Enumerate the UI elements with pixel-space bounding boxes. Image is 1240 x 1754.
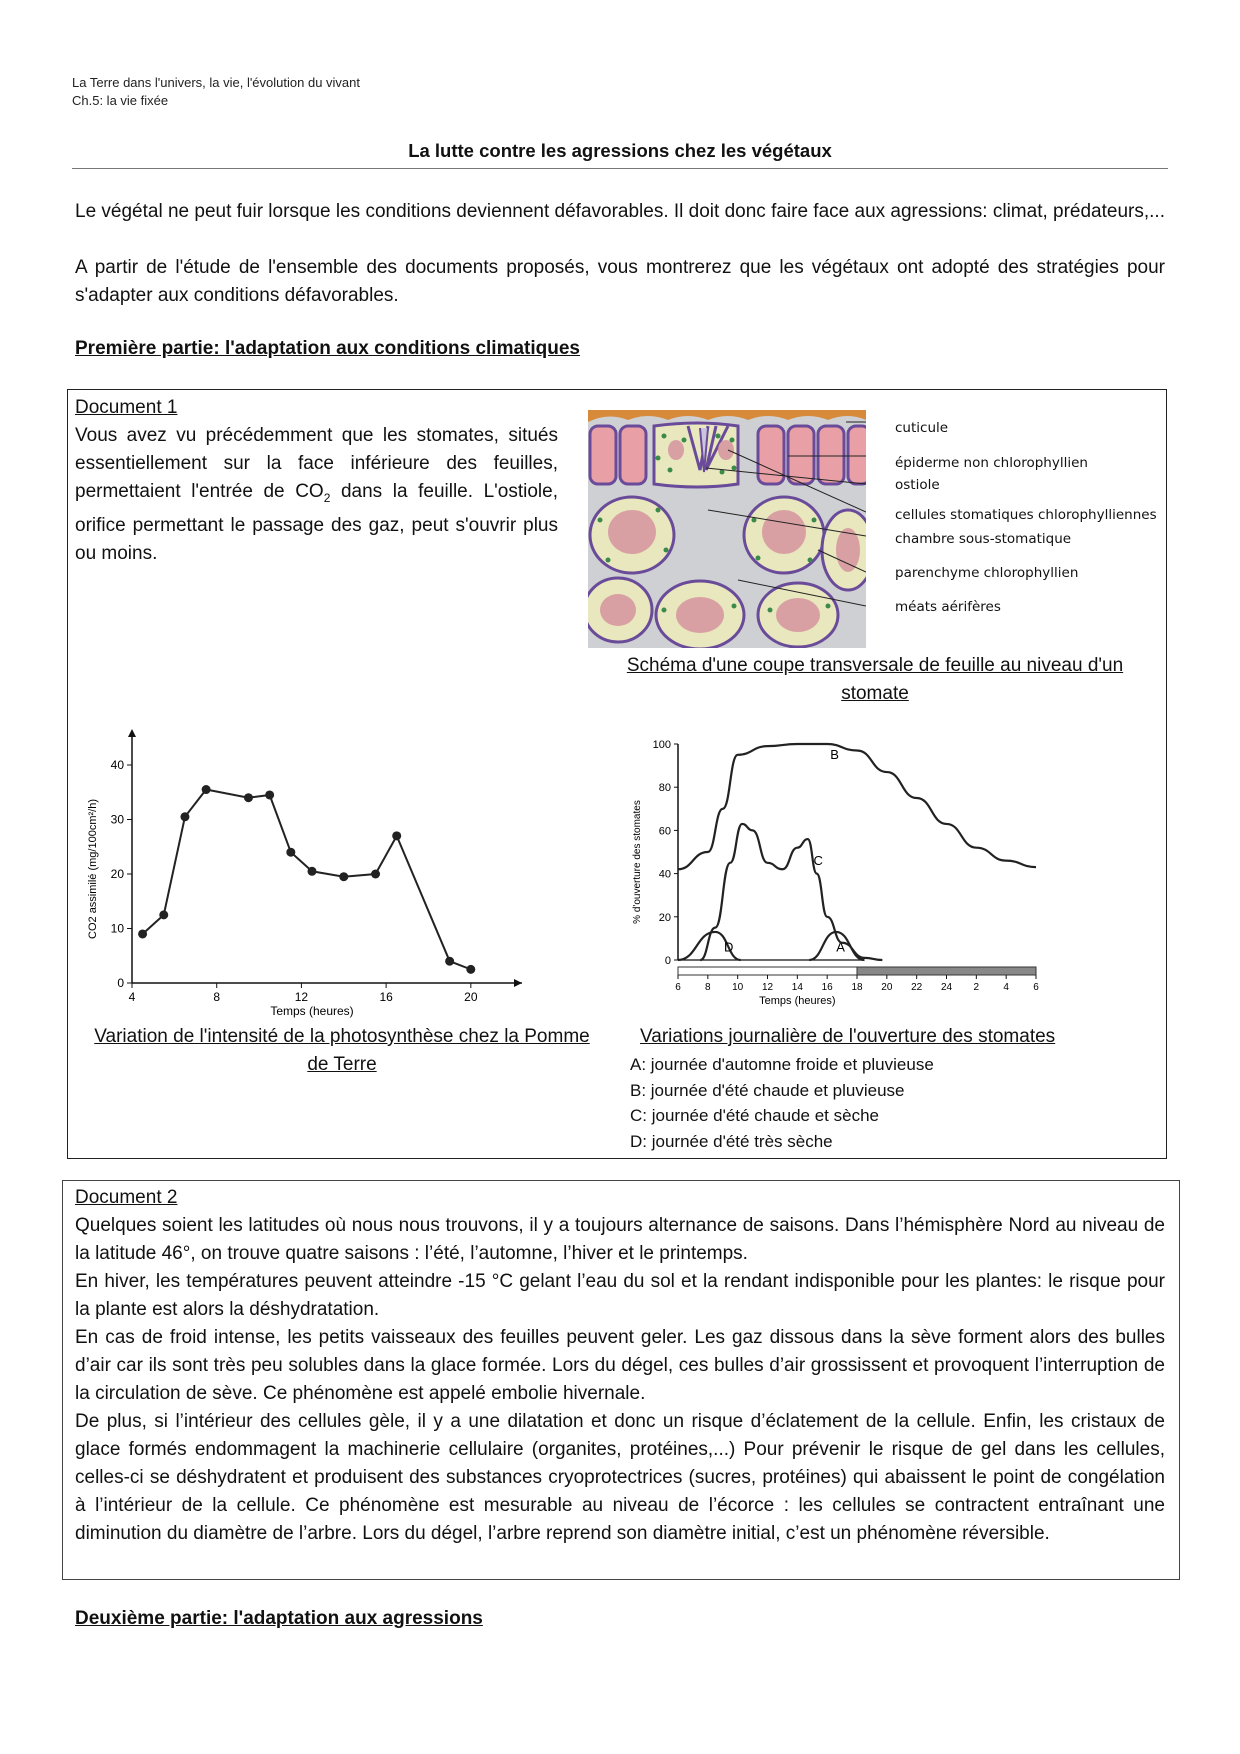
- x-axis-arrow: [514, 979, 522, 987]
- photosynthesis-chart: [80, 725, 540, 1025]
- part2-title: Deuxième partie: l'adaptation aux agressions: [75, 1608, 483, 1629]
- timebar-night: [857, 967, 1036, 975]
- y-tick-label: 0: [664, 955, 671, 967]
- chart2-caption: Variations journalière de l'ouverture des stomates: [640, 1026, 1056, 1047]
- data-point: [138, 929, 147, 938]
- y-axis-arrow: [128, 729, 136, 737]
- data-point: [286, 848, 295, 857]
- chart1-caption: Variation de l'intensité de la photosynthèse chez la Pomme de Terre: [94, 1026, 590, 1075]
- data-point: [202, 785, 211, 794]
- x-tick-label: 10: [732, 982, 744, 993]
- data-point: [466, 965, 475, 974]
- doc2-paragraph: En cas de froid intense, les petits vaisseaux des feuilles peuvent geler. Les gaz dissous dans la sève forment alors des bulles d’air car ils sont très peu solubles dans la glace formée. Lors du dégel, ces bulles d’air grossissent et provoquent l’interruption de la circulation de sève. Ce phénomène est appelé embolie hivernale.: [75, 1327, 1165, 1404]
- series-b-label: B: [830, 747, 839, 763]
- y-tick-label: 100: [652, 739, 671, 751]
- intro-paragraph-2: A partir de l'étude de l'ensemble des documents proposés, vous montrerez que les végétaux ont adopté des stratégies pour s'adapter aux conditions défavorables.: [75, 257, 1165, 306]
- page-title: La lutte contre les agressions chez les végétaux: [408, 140, 832, 161]
- data-point: [445, 957, 454, 966]
- label-chambre-sous-stomatique: chambre sous-stomatique: [895, 531, 1072, 547]
- label-parenchyme: parenchyme chlorophyllien: [895, 565, 1079, 581]
- series-line: [143, 790, 471, 970]
- title-divider: [72, 168, 1168, 169]
- x-tick-label: 4: [1003, 982, 1009, 993]
- legend-A: A: journée d'automne froide et pluvieuse: [630, 1055, 934, 1074]
- x-tick-label: 6: [675, 982, 681, 993]
- document-1-text: Vous avez vu précédemment que les stomates, situés essentiellement sur la face inférieure des feuilles, permettaient l'entrée de $CO_2$ dans la feuille. L'ostiole, orifice permettant le passage des gaz, peut s'ouvrir plus ou moins.: [75, 425, 558, 564]
- legend-D: D: journée d'été très sèche: [630, 1132, 833, 1151]
- x-tick-label: 24: [940, 982, 953, 993]
- label-cellules-stomatiques: cellules stomatiques chlorophylliennes: [895, 507, 1157, 523]
- document-2-text: [75, 1212, 1165, 1548]
- x-tick-label: 6: [1033, 982, 1039, 993]
- part1-title: Première partie: l'adaptation aux conditions climatiques: [75, 338, 580, 359]
- data-point: [180, 812, 189, 821]
- y-tick-label: 80: [658, 782, 671, 795]
- course-header-line2: Ch.5: la vie fixée: [72, 93, 169, 108]
- doc2-paragraph: En hiver, les températures peuvent atteindre -15 °C gelant l’eau du sol et la rendant indisponible pour les plantes: le risque pour la plante est alors la déshydratation.: [75, 1271, 1165, 1320]
- series-d-label: D: [724, 939, 734, 955]
- label-ostiole: ostiole: [895, 477, 940, 493]
- data-point: [308, 867, 317, 876]
- course-header-line1: La Terre dans l'univers, la vie, l'évolution du vivant: [72, 75, 360, 90]
- x-tick-label: 12: [761, 982, 774, 993]
- stomata-opening-chart: [628, 730, 1048, 1030]
- document-2-heading: Document 2: [75, 1187, 178, 1208]
- y-axis-title: % d'ouverture des stomates: [632, 800, 643, 924]
- x-tick-label: 18: [851, 982, 863, 993]
- series-b-line: [678, 744, 1036, 869]
- y-tick-label: 0: [117, 976, 124, 990]
- timebar-day: [678, 967, 857, 975]
- x-axis-title: Temps (heures): [759, 995, 836, 1007]
- y-tick-label: 30: [110, 812, 124, 827]
- leaf-cross-section-diagram: [588, 410, 866, 648]
- y-tick-label: 20: [658, 911, 671, 924]
- x-tick-label: 16: [379, 990, 393, 1004]
- x-tick-label: 16: [821, 982, 833, 993]
- data-point: [265, 790, 274, 799]
- x-tick-label: 20: [881, 982, 893, 993]
- doc2-paragraph: De plus, si l’intérieur des cellules gèle, il y a une dilatation et donc un risque d’éclatement de la cellule. Enfin, les cristaux de glace formés endommagent la machinerie cellulaire (organites, protéines,...) Pour prévenir le risque de gel dans les cellules, celles-ci se déshydratent et produisent des substances cryoprotectrices (sucres, protéines) qui abaissent le point de congélation à l’intérieur de la cellule. Ce phénomène est mesurable au niveau de l’écorce : les cellules se contractent entraînant une diminution du diamètre de l’arbre. Lors du dégel, l’arbre reprend son diamètre initial, c’est un phénomène réversible.: [75, 1411, 1165, 1544]
- data-point: [244, 793, 253, 802]
- legend-C: C: journée d'été chaude et sèche: [630, 1106, 879, 1125]
- x-tick-label: 22: [911, 982, 923, 993]
- y-tick-label: 40: [110, 758, 124, 772]
- data-point: [371, 870, 380, 879]
- legend-B: B: journée d'été chaude et pluvieuse: [630, 1081, 905, 1100]
- y-tick-label: 60: [658, 825, 671, 838]
- x-tick-label: 4: [128, 990, 136, 1004]
- data-point: [392, 831, 401, 840]
- x-tick-label: 8: [705, 982, 711, 993]
- x-tick-label: 14: [791, 982, 803, 993]
- intro-paragraph-1: Le végétal ne peut fuir lorsque les conditions deviennent défavorables. Il doit donc faire face aux agressions: climat, prédateurs,...: [75, 201, 1165, 222]
- label-epiderme: épiderme non chlorophyllien: [895, 455, 1088, 471]
- document-1-heading: Document 1: [75, 397, 178, 418]
- label-cuticule: cuticule: [895, 420, 949, 436]
- x-axis-title: Temps (heures): [270, 1004, 354, 1018]
- data-point: [159, 910, 168, 919]
- y-tick-label: 40: [658, 868, 671, 881]
- series-a-label: A: [836, 939, 845, 955]
- y-tick-label: 10: [110, 921, 124, 936]
- x-tick-label: 20: [464, 990, 478, 1004]
- label-meats-aeriferes: méats aérifères: [895, 599, 1001, 615]
- y-axis-title: CO2 assimilé (mg/100cm²/h): [87, 799, 99, 939]
- diagram-caption: Schéma d'une coupe transversale de feuille au niveau d'un stomate: [626, 655, 1124, 704]
- series-c-label: C: [813, 852, 823, 868]
- x-tick-label: 2: [973, 982, 980, 993]
- x-tick-label: 12: [294, 990, 309, 1004]
- x-tick-label: 8: [213, 990, 221, 1004]
- doc2-paragraph: Quelques soient les latitudes où nous nous trouvons, il y a toujours alternance de saisons. Dans l’hémisphère Nord au niveau de la latitude 46°, on trouve quatre saisons : l’été, l’automne, l’hiver et le printemps.: [75, 1215, 1165, 1264]
- y-tick-label: 20: [110, 867, 124, 881]
- data-point: [339, 872, 348, 881]
